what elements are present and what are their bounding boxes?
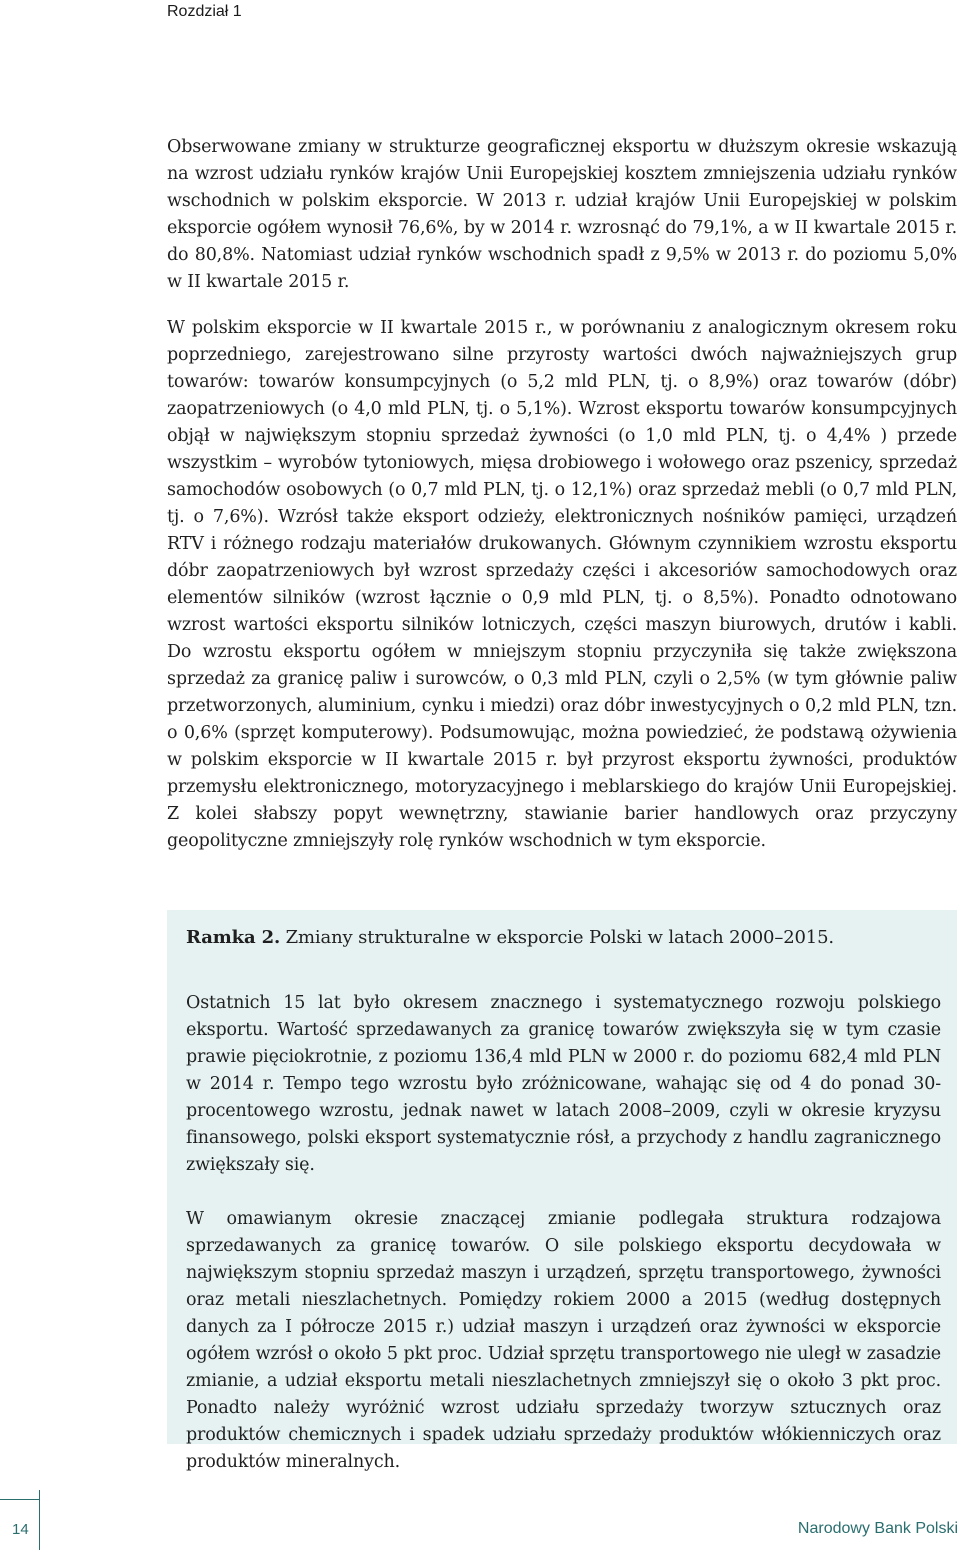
page-number: 14 [12, 1521, 29, 1538]
main-text [167, 134, 957, 874]
info-box-paragraph: W omawianym okresie znaczącej zmianie podlegała struktura rodzajowa sprzedawanych za granicę towarów. O sile polskiego eksportu decydowała w największym stopniu sprzedaż maszyn i urządzeń, sprzętu transportowego, żywności oraz metali nieszlachetnych. Pomiędzy rokiem 2000 a 2015 (według dostępnych danych za I półrocze 2015 r.) udział maszyn i urządzeń oraz żywności w eksporcie ogółem wzrósł o około 5 pkt proc. Udział sprzętu transportowego nie uległ w zasadzie zmianie, a udział eksportu metali nieszlachetnych zmniejszył się o około 3 pkt proc. Ponadto należy wyróżnić wzrost udziału sprzedaży tworzyw sztucznych oraz produktów chemicznych i spadek udziału sprzedaży produktów włókienniczych oraz produktów mineralnych. [186, 1209, 941, 1472]
publisher-name: Narodowy Bank Polski [797, 1520, 958, 1537]
footer-divider-vertical [39, 1490, 40, 1550]
paragraph-product-structure: W polskim eksporcie w II kwartale 2015 r., w porównaniu z analogicznym okresem roku poprzedniego, zarejestrowano silne przyrosty wartości dwóch najważniejszych grup towarów: towarów konsumpcyjnych (o 5,2 mld PLN, tj. o 8,9%) oraz towarów (dóbr) zaopatrzeniowych (o 4,0 mld PLN, tj. o 5,1%). Wzrost eksportu towarów konsumpcyjnych objął w największym stopniu sprzedaż żywności (o 1,0 mld PLN, tj. o 4,4% ) przede wszystkim – wyrobów tytoniowych, mięsa drobiowego i wołowego oraz pszenicy, sprzedaż samochodów osobowych (o 0,7 mld PLN, tj. o 12,1%) oraz sprzedaż mebli (o 0,7 mld PLN, tj. o 7,6%). Wzrósł także eksport odzieży, elektronicznych nośników pamięci, urządzeń RTV i różnego rodzaju materiałów drukowanych. Głównym czynnikiem wzrostu eksportu dóbr zaopatrzeniowych był wzrost sprzedaży części i akcesoriów samochodowych oraz elementów silników (wzrost łącznie o 0,9 mld PLN, tj. o 8,5%). Ponadto odnotowano wzrost wartości eksportu silników lotniczych, części maszyn biurowych, drutów i kabli. Do wzrostu eksportu ogółem w mniejszym stopniu przyczyniła się także zwiększona sprzedaż za granicę paliw i surowców, o 0,3 mld PLN, czyli o 2,5% (w tym głównie paliw przetworzonych, aluminium, cynku i miedzi) oraz dóbr inwestycyjnych o 0,2 mld PLN, tzn. o 0,6% (sprzęt komputerowy). Podsumowując, można powiedzieć, że podstawą ożywienia w polskim eksporcie w II kwartale 2015 r. był przyrost eksportu żywności, produktów przemysłu elektronicznego, motoryzacyjnego i meblarskiego do krajów Unii Europejskiej. Z kolei słabszy popyt wewnętrzny, stawianie barier handlowych oraz przyczyny geopolityczne zmniejszyły rolę rynków wschodnich w tym eksporcie. [167, 318, 957, 851]
paragraph-geographic-structure: Obserwowane zmiany w strukturze geograficznej eksportu w dłuższym okresie wskazują na wzrost udziału rynków krajów Unii Europejskiej kosztem zmniejszenia udziału rynków wschodnich w polskim eksporcie. W 2013 r. udział krajów Unii Europejskiej w polskim eksporcie ogółem wynosił 76,6%, by w 2014 r. wzrosnąć do 79,1%, a w II kwartale 2015 r. do 80,8%. Natomiast udział rynków wschodnich spadł z 9,5% w 2013 r. do poziomu 5,0% w II kwartale 2015 r. [167, 137, 957, 292]
info-box-label: Ramka 2. [186, 927, 281, 948]
info-box-paragraph: Ostatnich 15 lat było okresem znacznego i systematycznego rozwoju polskiego eksportu. Wartość sprzedawanych za granicę towarów zwiększyła się w tym czasie prawie pięciokrotnie, z poziomu 136,4 mld PLN w 2000 r. do poziomu 682,4 mld PLN w 2014 r. Tempo tego wzrostu było zróżnicowane, wahając się od 4 do ponad 30-procentowego wzrostu, jednak nawet w latach 2008–2009, czyli w okresie kryzysu finansowego, polski eksport systematycznie rósł, a przychody z handlu zagranicznego zwiększały się. [186, 993, 941, 1175]
info-box-content [186, 924, 941, 1503]
info-box [167, 910, 957, 1472]
info-box-title [186, 924, 941, 951]
footer-divider-horizontal [0, 1499, 39, 1500]
chapter-header: Rozdział 1 [167, 3, 242, 20]
info-box-title-text: Zmiany strukturalne w eksporcie Polski w latach 2000–2015. [280, 927, 834, 948]
